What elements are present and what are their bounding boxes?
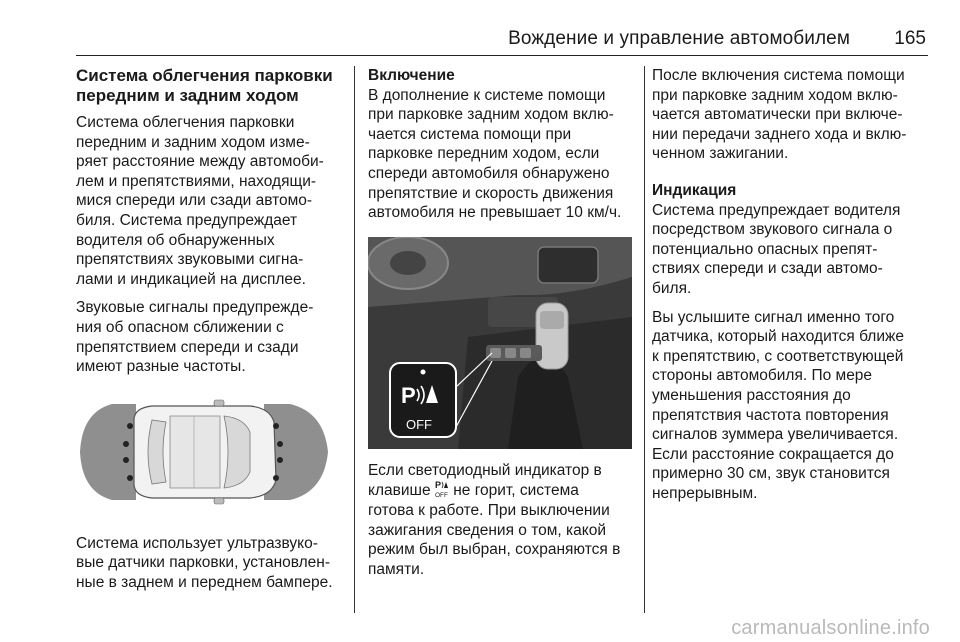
header-rule — [76, 55, 928, 56]
paragraph: Система облегчения парковки передним и задним ходом изме- ряет расстояние между автомоби- лем и препятствиями, находящи- мися спереди или сзади автомо- биля. Система предупреждает водителя об обнаруженных препятствиях звуковыми сигна- лами и индикацией на дисплее. — [76, 114, 324, 288]
column-1 — [76, 66, 348, 593]
paragraph: Система предупреждает водителя посредством звукового сигнала о потенциально опасных препят- ствиях спереди и сзади автомо- биля. — [652, 201, 901, 297]
subsection-title: Включение — [368, 67, 455, 84]
paragraph: Система использует ультразвуко- вые датчики парковки, установлен- ные в заднем и переднем бампере. — [76, 534, 333, 591]
park-assist-zones-figure — [74, 392, 346, 512]
paragraph: Звуковые сигналы предупрежде- ния об опасном сближении с препятствием спереди и сзади имеют разные частоты. — [76, 299, 314, 376]
svg-text:P: P — [434, 480, 441, 491]
column-divider-2 — [644, 66, 645, 613]
svg-text:P: P — [401, 382, 416, 408]
svg-text:OFF: OFF — [434, 492, 448, 499]
button-off-label: OFF — [406, 416, 432, 432]
page-number: 165 — [894, 28, 926, 49]
paragraph: В дополнение к системе помощи при парковке задним ходом вклю- чается система помощи при парковке передним ходом, если спереди автомобиля обнаружено препятствие и скорость движения автомобиля не превышает 10 км/ч. — [368, 86, 622, 222]
column-2 — [368, 66, 638, 579]
column-3 — [652, 66, 932, 503]
console-photo-figure — [368, 237, 632, 449]
section-title: Система облегчения парковки передним и задним ходом — [76, 66, 333, 105]
paragraph: Если светодиодный индикатор в клавише P OFF не горит, система готова к работе. При выключении зажигания сведения о том, какой режим был выбран, сохраняются в памяти. — [368, 461, 621, 578]
paragraph: Вы услышите сигнал именно того датчика, который находится ближе к препятствию, с соответствующей стороны автомобиля. По мере уменьшения расстояния до препятствия частота повторения сигналов зуммера увеличивается. Если расстояние сокращается до примерно 30 см, звук становится непрерывным. — [652, 308, 905, 502]
subsection-title: Индикация — [652, 181, 737, 199]
header-title: Вождение и управление автомобилем — [508, 28, 850, 49]
column-divider-1 — [354, 66, 355, 613]
paragraph: После включения система помощи при парковке задним ходом вклю- чается автоматически при включе- нии передачи заднего хода и вклю- ченном зажигании. — [652, 67, 907, 163]
park-assist-button-icon — [435, 480, 449, 498]
watermark[interactable]: carmanualsonline.info — [731, 617, 930, 639]
